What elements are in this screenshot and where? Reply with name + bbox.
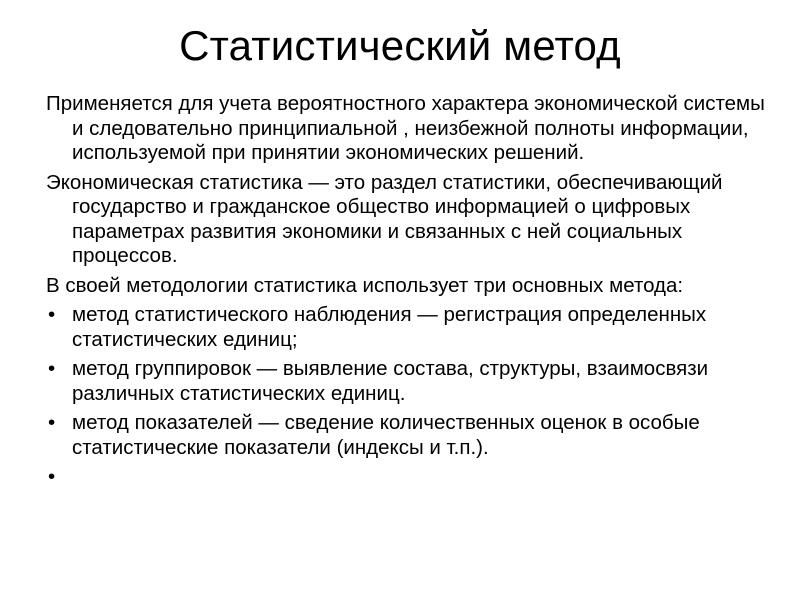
bullet-text: метод показателей — сведение количественных оценок в особые статистические показатели (индексы и т.п.). (72, 411, 700, 459)
bullet-item-empty (46, 465, 766, 490)
slide-content (46, 92, 766, 495)
paragraph-methods-intro: В своей методологии статистика использует три основных метода: (46, 273, 684, 297)
paragraph-purpose: Применяется для учета вероятностного характера экономической системы и следовательно принципиальной , неизбежной полноты информации, используемой при принятии экономических решений. (46, 92, 765, 164)
bullet-icon: • (48, 465, 56, 488)
bullet-item-indicators (46, 411, 766, 460)
bullet-text: метод группировок — выявление состава, структуры, взаимосвязи различных статистических единиц. (72, 357, 709, 405)
paragraph-definition: Экономическая статистика — это раздел статистики, обеспечивающий государство и гражданское общество информацией о цифровых параметрах развития экономики и связанных с ней социальных процессов. (46, 170, 723, 267)
bullet-icon: • (48, 303, 56, 326)
bullet-item-grouping (46, 357, 766, 406)
bullet-icon: • (48, 411, 56, 434)
slide-title: Статистический метод (179, 22, 621, 69)
bullet-icon: • (48, 357, 56, 380)
bullet-text: метод статистического наблюдения — регистрация определенных статистических единиц; (72, 303, 707, 351)
bullet-item-observation (46, 303, 766, 352)
